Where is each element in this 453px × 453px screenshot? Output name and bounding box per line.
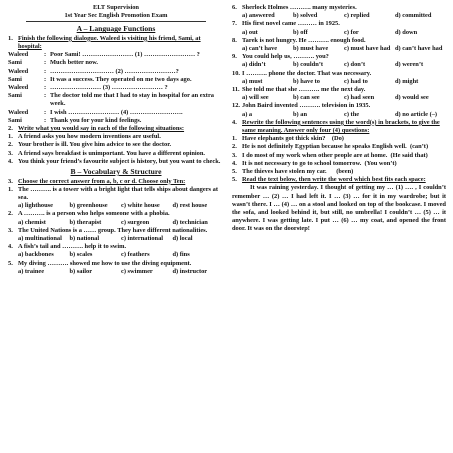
mcq-item: 10. I ………. phone the doctor. That was necessary. a) must b) have to c) had to d) might	[232, 70, 446, 86]
question-1-instruction: 1. Finish the following dialogue. Waleed is visiting his friend, Sami, at hospital:	[8, 34, 201, 50]
situation-item: 4. You think your friend’s favourite subject is history, but you want to check.	[8, 157, 221, 165]
situation-item: 2. Your brother is ill. You give him advice to see the doctor.	[8, 141, 172, 149]
mcq-options: a) trainee b) sailor c) swimmer d) instructor	[18, 267, 208, 275]
dialogue-line: Sami : Much better now.	[8, 59, 98, 67]
mcq-item: 5. My diving ………. showed me how to use the diving equipment. a) trainee b) sailor c) swimmer d) instructor	[8, 260, 224, 276]
header-line-1: ELT Supervision	[92, 4, 139, 11]
mcq-options: a) must b) have to c) had to d) might	[242, 77, 419, 85]
mcq-item: 7. His first novel came ……… in 1925. a) out b) off c) for d) down	[232, 20, 446, 36]
mcq-options: a) out b) off c) for d) down	[242, 28, 418, 36]
question-5-instruction: 5. Read the text below, then write the word which best fits each space:	[232, 176, 426, 184]
rewrite-item: 1. Have elephants got thick skin? (Do)	[232, 135, 344, 143]
mcq-item: 11. She told me that she ………. me the next day. a) will see b) can see c) had seen d) would see	[232, 86, 446, 102]
rewrite-item: 5. The thieves have stolen my car. (been)	[232, 168, 354, 176]
question-3-instruction: 3. Choose the correct answer from a, b, c or d. Choose only Ten:	[8, 177, 186, 185]
right-column	[232, 4, 446, 234]
left-column	[8, 4, 224, 276]
exam-header	[8, 4, 224, 19]
mcq-item: 9. You could help us, ………. you? a) didn’t b) couldn’t c) don’t d) weren’t	[232, 53, 446, 69]
mcq-options: a) will see b) can see c) had seen d) would see	[242, 94, 429, 102]
mcq-item: 3. The United Nations is a …… group. They have different nationalities. a) multinational b) national c) international d) local	[8, 227, 224, 243]
mcq-options: a) multinational b) national c) international d) local	[18, 235, 193, 243]
mcq-item: 8. Tarek is not hungry. He ………. enough food. a) can’t have b) must have c) must have had d) can’t have had	[232, 37, 446, 53]
mcq-options: a) a b) an c) the d) no article (–)	[242, 110, 438, 118]
dialogue-line: Waleed : ………………………… (2) ……………………?	[8, 67, 179, 75]
dialogue-line: Sami : It was a success. They operated on me two days ago.	[8, 75, 192, 83]
mcq-item: 12. John Baird invented ………. television in 1935. a) a b) an c) the d) no article (–)	[232, 102, 446, 118]
mcq-options: a) lighthouse b) greenhouse c) white house d) rest house	[18, 202, 208, 210]
dialogue-line: Sami : Thank you for your kind feelings.	[8, 116, 142, 124]
header-line-2: 1st Year Sec English Promotion Exam	[64, 11, 168, 19]
dialogue-line: Sami : The doctor told me that I had to stay in hospital for an extra week.	[8, 92, 214, 108]
mcq-options: a) backbones b) scales c) feathers d) fins	[18, 251, 190, 259]
dialogue-line: Waleed : I wish …………………… (4) …………………….	[8, 108, 183, 116]
mcq-item: 6. Sherlock Holmes ………. many mysteries. a) answered b) solved c) replied d) committed	[232, 4, 446, 20]
situation-item: 3. A friend says breakfast is unimportant. You have a different opinion.	[8, 149, 206, 157]
question-2-instruction: 2. Write what you would say in each of the following situations:	[8, 125, 185, 133]
section-a-title: A – Language Functions	[76, 24, 156, 34]
dialogue-line: Waleed : …………………… (3) …………………… ?	[8, 84, 168, 91]
mcq-options: a) chemist b) therapist c) surgeon d) technician	[18, 218, 208, 226]
mcq-options: a) can’t have b) must have c) must have had d) can’t have had	[242, 45, 443, 53]
mcq-options: a) answered b) solved c) replied d) committed	[242, 12, 432, 20]
dialogue-line: Waleed : Poor Sami! …………………… (1) …………………… ?	[8, 51, 200, 59]
rewrite-item: 2. He is not definitely Egyptian because he speaks English well. (can’t)	[232, 143, 429, 151]
mcq-item: 2. A ………. is a person who helps someone with a phobia. a) chemist b) therapist c) surgeon d) technician	[8, 210, 224, 226]
dialogue	[8, 51, 224, 125]
situation-item: 1. A friend asks you how modern inventions are useful.	[8, 133, 161, 141]
rewrite-item: 3. I do most of my work when other people are at home. (He said that)	[232, 151, 428, 159]
mcq-item: 1. The ………. is a tower with a bright light that tells ships about dangers at sea. a) lighthouse b) greenhouse c) white house d) rest house	[8, 186, 224, 211]
section-b-title: B – Vocabulary & Structure	[70, 167, 162, 177]
mcq-item: 4. A fish’s tail and ………. help it to swim. a) backbones b) scales c) feathers d) fins	[8, 243, 224, 259]
question-4-instruction: 4. Rewrite the following sentences using the word(s) in brackets, to give the same meaning. Answer only four (4) questions:	[232, 118, 440, 135]
cloze-passage: It was raining yesterday. I thought of getting my … (1) …. , I couldn’t remember … (2) … I had left it. I … (3) … for it in my wardrobe; but it wasn’t there. I … (4) … on a stool and looked on top of the bookcase. I moved the sofa, and looked behind it, but still, no umbrella! I couldn’t … (5) … it anywhere. I was getting late. I put … (6) … my coat, and opened the front door. It was on the doorstep!	[232, 184, 446, 233]
rewrite-item: 4. It is not necessary to go to school tomorrow. (You won’t)	[232, 159, 397, 167]
header-divider	[26, 21, 206, 22]
mcq-options: a) didn’t b) couldn’t c) don’t d) weren’t	[242, 61, 424, 69]
